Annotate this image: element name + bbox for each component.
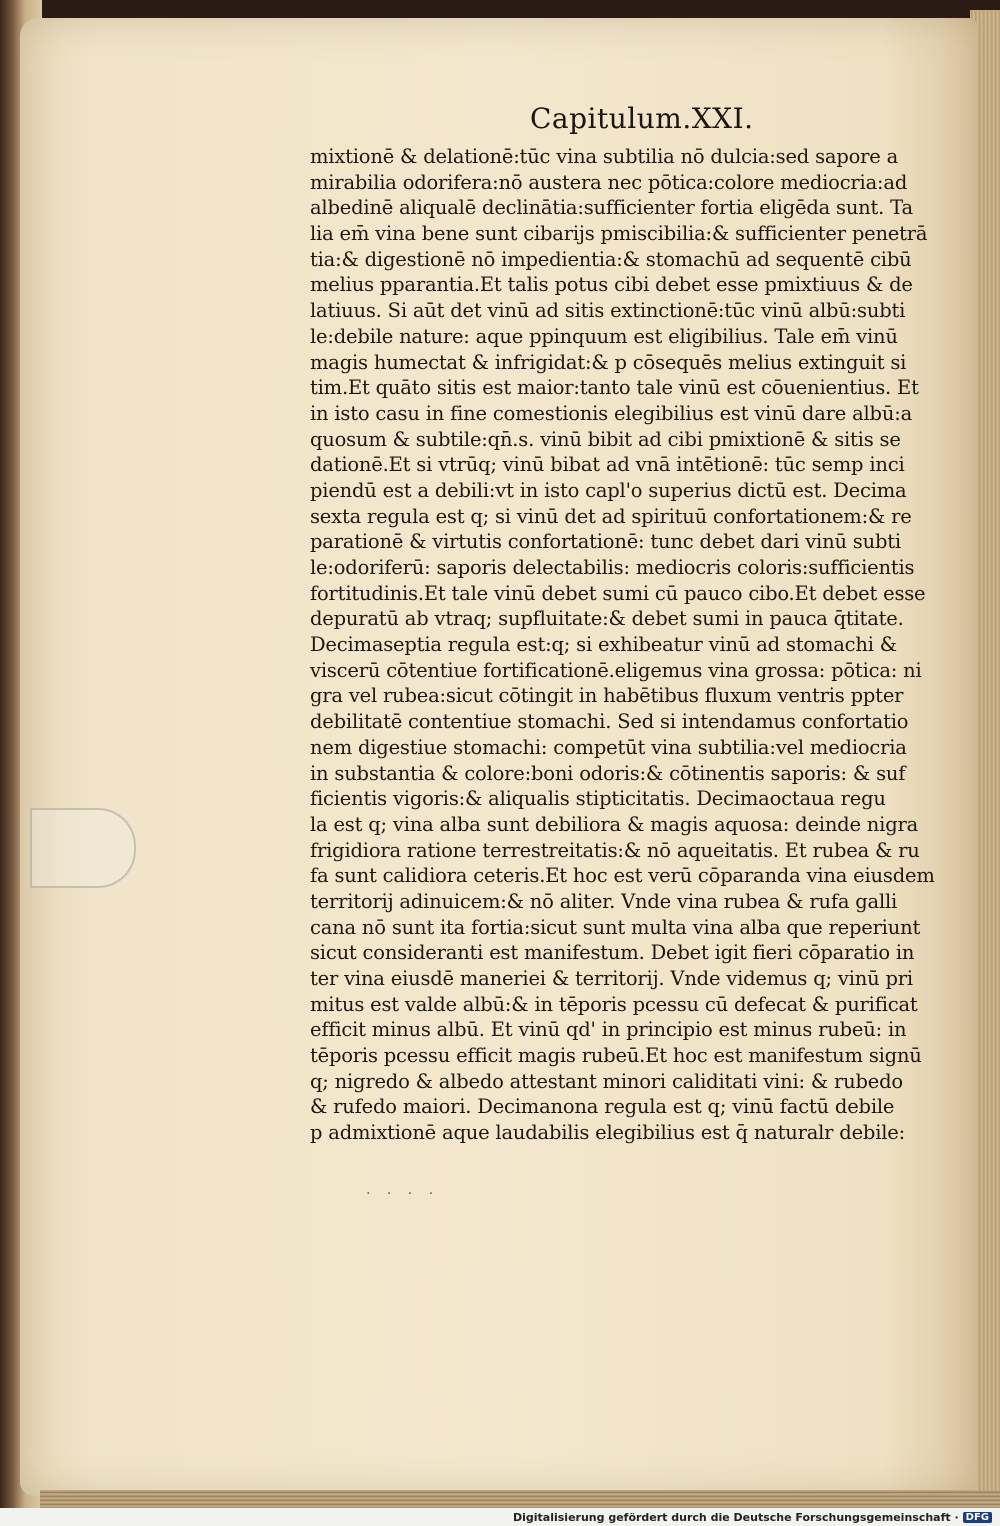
text-line: la est q; vina alba sunt debiliora & magis aquosa: deinde nigra <box>310 812 919 836</box>
ink-specks: · · · · <box>366 1186 440 1202</box>
text-line: efficit minus albū. Et vinū qd' in principio est minus rubeū: in <box>310 1018 907 1042</box>
text-line: cana nō sunt ita fortia:sicut sunt multa vina alba que reperiunt <box>310 915 921 939</box>
text-line: tim.Et quāto sitis est maior:tanto tale vinū est cōuenientius. Et <box>310 376 919 400</box>
text-line: le:odoriferū: saporis delectabilis: mediocris coloris:sufficientis <box>310 556 915 579</box>
text-line: sexta regula est q; si vinū det ad spirituū confortationem:& re <box>310 504 912 528</box>
text-line: tia:& digestionē nō impedientia:& stomachū ad sequentē cibū <box>310 247 912 271</box>
text-line: tēporis pcessu efficit magis rubeū.Et hoc est manifestum signū <box>310 1044 922 1068</box>
footer-credit-text: Digitalisierung gefördert durch die Deutsche Forschungsgemeinschaft · <box>512 1511 959 1524</box>
text-line: lia em̄ vina bene sunt cibarijs pmiscibilia:& sufficienter penetrā <box>310 222 928 246</box>
body-text <box>310 144 962 1146</box>
text-line: le:debile nature: aque ppinquum est eligibilius. Tale em̄ vinū <box>310 324 898 348</box>
text-line: depuratū ab vtraq; supfluitate:& debet sumi in pauca q̄titate. <box>310 607 904 631</box>
text-line: latiuus. Si aūt det vinū ad sitis extinctionē:tūc vinū albū:subti <box>310 299 906 323</box>
text-line: melius pparantia.Et talis potus cibi debet esse pmixtiuus & de <box>310 273 913 297</box>
text-line: dationē.Et si vtrūq; vinū bibat ad vnā intētionē: tūc semp inci <box>310 453 905 477</box>
text-line: Decimaseptia regula est:q; si exhibeatur vinū ad stomachi & <box>310 633 897 657</box>
page-stack-bottom <box>40 1490 1000 1508</box>
text-line: nem digestiue stomachi: competūt vina subtilia:vel mediocria <box>310 735 907 759</box>
text-line: viscerū cōtentiue fortificationē.eligemus vina grossa: pōtica: ni <box>310 658 922 682</box>
text-line: mirabilia odorifera:nō austera nec pōtica:colore mediocria:ad <box>310 170 908 194</box>
text-line: mixtionē & delationē:tūc vina subtilia nō dulcia:sed sapore a <box>310 145 899 168</box>
text-line: territorij adinuicem:& nō aliter. Vnde vina rubea & rufa galli <box>310 889 898 913</box>
text-line: & rufedo maiori. Decimanona regula est q; vinū factū debile <box>310 1095 895 1119</box>
text-line: gra vel rubea:sicut cōtingit in habētibus fluxum ventris ppter <box>310 684 904 708</box>
text-line: frigidiora ratione terrestreitatis:& nō aqueitatis. Et rubea & ru <box>310 838 920 862</box>
text-line: fortitudinis.Et tale vinū debet sumi cū pauco cibo.Et debet esse <box>310 581 926 605</box>
text-line: ter vina eiusdē maneriei & territorij. Vnde videmus q; vinū pri <box>310 967 913 990</box>
text-line: parationē & virtutis confortationē: tunc debet dari vinū subti <box>310 530 901 554</box>
text-line: debilitatē contentiue stomachi. Sed si intendamus confortatio <box>310 710 909 734</box>
text-line: piendū est a debili:vt in isto capl'o superius dictū est. Decima <box>310 478 907 502</box>
text-line: in substantia & colore:boni odoris:& cōtinentis saporis: & suf <box>310 761 906 785</box>
text-line: mitus est valde albū:& in tēporis pcessu cū defecat & purificat <box>310 992 918 1016</box>
tab-clip <box>30 808 136 888</box>
dfg-logo: DFG <box>963 1512 992 1523</box>
text-line: albedinē aliqualē declinātia:sufficienter fortia eligēda sunt. Ta <box>310 196 913 220</box>
text-line: fa sunt calidiora ceteris.Et hoc est verū cōparanda vina eiusdem <box>310 864 935 888</box>
text-line: p admixtionē aque laudabilis elegibilius est q̄ naturalr debile: <box>310 1121 905 1145</box>
text-line: ficientis vigoris:& aliqualis stipticitatis. Decimaoctaua regu <box>310 787 886 811</box>
chapter-heading: Capitulum.XXI. <box>530 102 754 135</box>
text-line: sicut consideranti est manifestum. Debet igit fieri cōparatio in <box>310 941 915 965</box>
text-line: quosum & subtile:qn̄.s. vinū bibit ad cibi pmixtionē & sitis se <box>310 427 901 451</box>
footer-credit <box>513 1511 992 1524</box>
text-line: in isto casu in fine comestionis elegibilius est vinū dare albū:a <box>310 401 912 425</box>
text-line: q; nigredo & albedo attestant minori caliditati vini: & rubedo <box>310 1069 903 1093</box>
text-line: magis humectat & infrigidat:& p cōsequēs melius extinguit si <box>310 350 907 374</box>
